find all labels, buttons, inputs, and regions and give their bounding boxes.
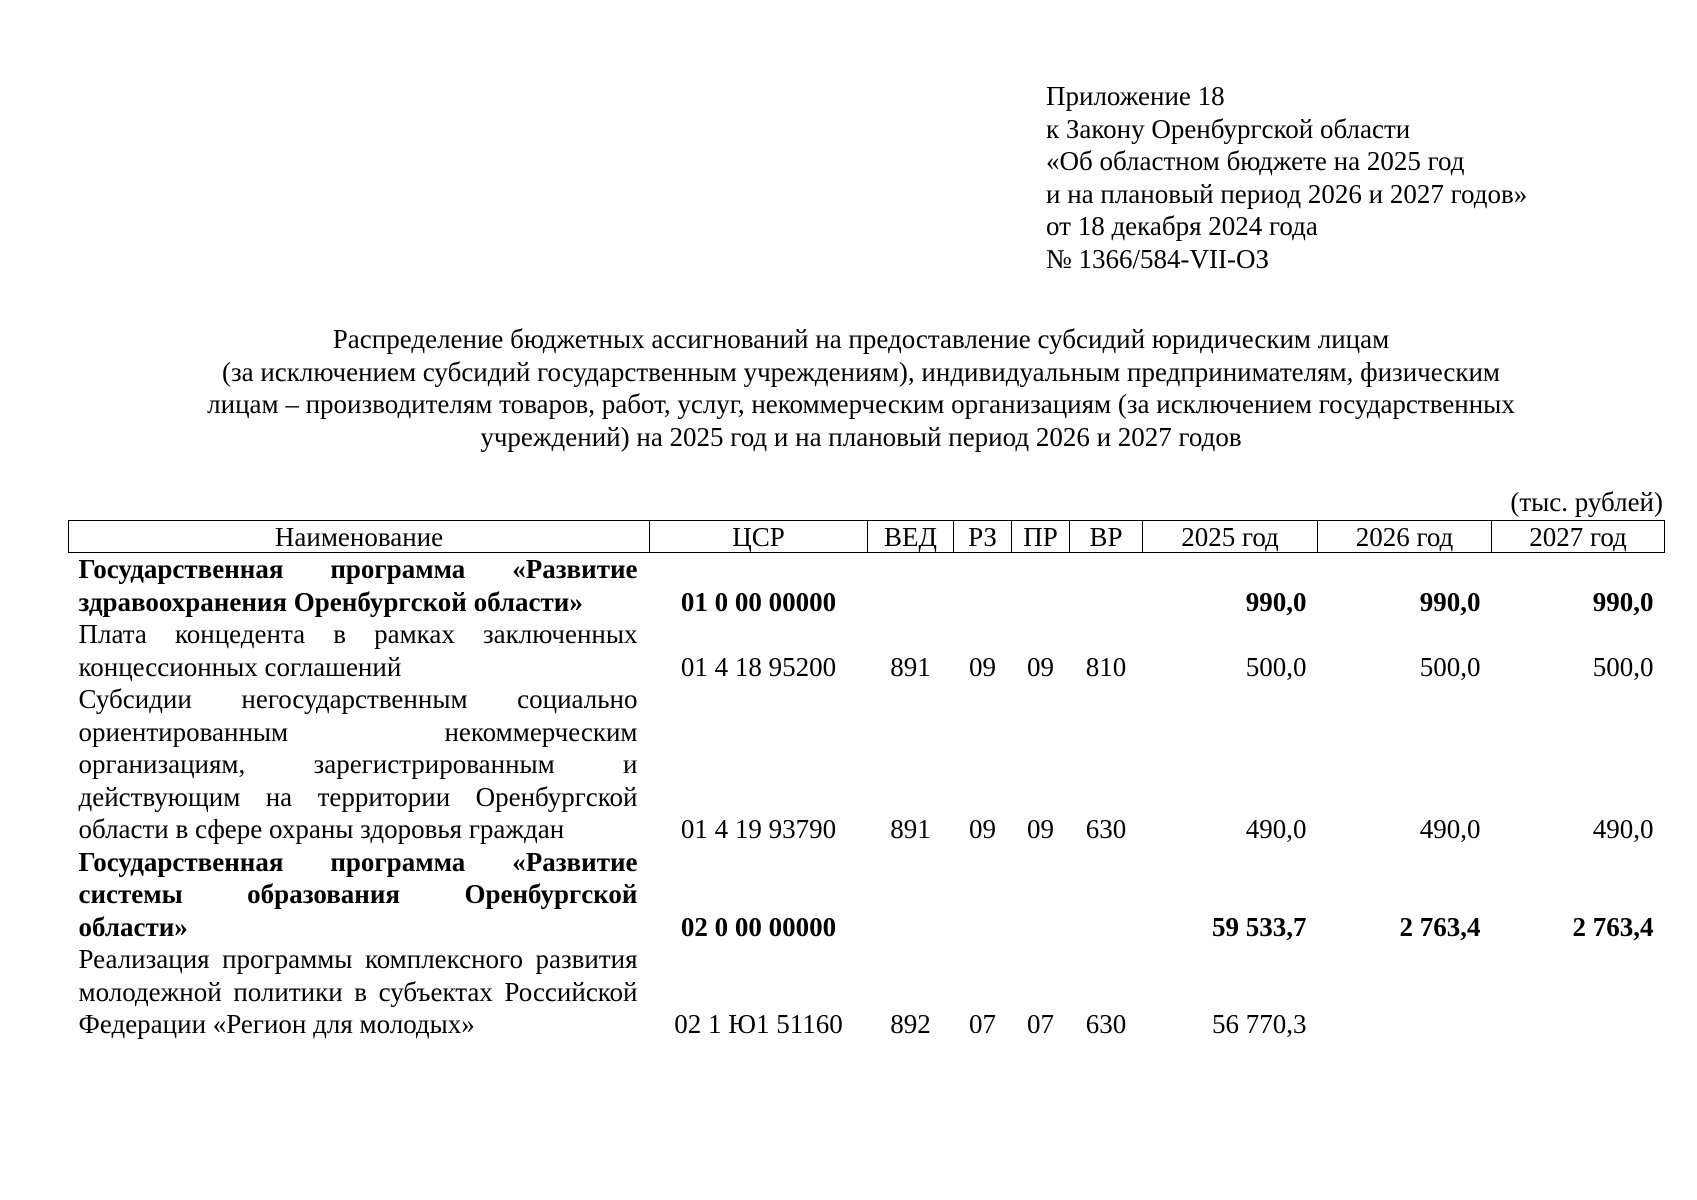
title-line-3: лицам – производителям товаров, работ, услуг, некоммерческим организациям (за исключением государственных [207, 389, 1515, 419]
row-csr: 01 4 19 93790 [680, 814, 837, 844]
row-ved [868, 846, 954, 944]
row-csr: 02 1 Ю1 51160 [674, 1009, 843, 1039]
row-rz: 09 [969, 651, 996, 682]
table-header-row [69, 521, 1665, 553]
document-title [130, 323, 1592, 453]
row-2027: 990,0 [1592, 586, 1654, 617]
title-line-2: (за исключением субсидий государственным учреждениям), индивидуальным предпринимателям, физическим [221, 356, 1501, 387]
row-ved: 891 [890, 814, 931, 844]
header-2025: 2025 год [1143, 521, 1318, 553]
row-2027: 490,0 [1592, 814, 1654, 844]
row-2025: 500,0 [1245, 651, 1307, 682]
table-row [69, 846, 1665, 944]
row-name: Субсидии негосударственным социально ориентированным некоммерческим организациям, зарегистрированным и действующим на территории Оренбургской области в сфере охраны здоровья граждан [78, 684, 638, 844]
row-2025: 56 770,3 [1212, 1009, 1307, 1039]
row-vr [1070, 553, 1143, 619]
row-pr [1012, 846, 1070, 944]
row-2025: 990,0 [1245, 586, 1307, 617]
budget-allocation-table [68, 520, 1665, 1041]
row-vr: 810 [1085, 651, 1127, 682]
row-vr [1070, 846, 1143, 944]
row-pr: 07 [1027, 1009, 1054, 1039]
row-2027: 500,0 [1592, 651, 1654, 682]
row-csr: 01 4 18 95200 [680, 651, 837, 682]
appendix-reference [1046, 80, 1527, 275]
row-2027 [1492, 943, 1665, 1041]
header-name: Наименование [69, 521, 650, 553]
header-2026: 2026 год [1318, 521, 1492, 553]
row-2026: 500,0 [1419, 651, 1481, 682]
row-2026: 990,0 [1419, 586, 1481, 617]
row-rz: 07 [969, 1009, 996, 1039]
appendix-number: Приложение 18 [1046, 81, 1225, 111]
row-csr: 02 0 00 00000 [680, 911, 837, 942]
row-ved [868, 553, 954, 619]
header-pr: ПР [1012, 521, 1070, 553]
table-row [69, 683, 1665, 846]
units-label: (тыс. рублей) [1510, 487, 1663, 517]
table-row [69, 943, 1665, 1041]
row-2026: 2 763,4 [1399, 911, 1481, 942]
row-2027: 2 763,4 [1572, 911, 1654, 942]
row-ved: 892 [890, 1009, 931, 1039]
appendix-law-number: № 1366/584-VII-ОЗ [1046, 243, 1270, 274]
title-line-1: Распределение бюджетных ассигнований на предоставление субсидий юридическим лицам [332, 324, 1390, 354]
title-line-4: учреждений) на 2025 год и на плановый период 2026 и 2027 годов [480, 421, 1242, 452]
header-ved: ВЕД [868, 521, 954, 553]
row-ved: 891 [890, 651, 931, 682]
row-2025: 59 533,7 [1212, 911, 1307, 942]
appendix-law-line: к Закону Оренбургской области [1046, 113, 1411, 144]
row-name: Государственная программа «Развитие здравоохранения Оренбургской области» [78, 554, 638, 617]
row-name: Реализация программы комплексного развития молодежной политики в субъектах Российской Федерации «Регион для молодых» [78, 944, 638, 1039]
table-row [69, 618, 1665, 683]
row-pr: 09 [1027, 814, 1054, 844]
row-csr: 01 0 00 00000 [680, 586, 837, 617]
row-name: Государственная программа «Развитие системы образования Оренбургской области» [78, 846, 638, 942]
row-rz [954, 553, 1012, 619]
header-csr: ЦСР [650, 521, 868, 553]
row-vr: 630 [1085, 814, 1127, 844]
row-name: Плата концедента в рамках заключенных концессионных соглашений [78, 619, 638, 682]
header-vr: ВР [1070, 521, 1143, 553]
header-rz: РЗ [954, 521, 1012, 553]
appendix-law-title-line-1: «Об областном бюджете на 2025 год [1046, 146, 1465, 176]
row-rz [954, 846, 1012, 944]
row-pr [1012, 553, 1070, 619]
row-pr: 09 [1027, 651, 1054, 682]
row-vr: 630 [1085, 1009, 1127, 1039]
table-row [69, 553, 1665, 619]
appendix-law-title-line-2: и на плановый период 2026 и 2027 годов» [1046, 178, 1528, 209]
row-2025: 490,0 [1245, 814, 1307, 844]
row-2026: 490,0 [1419, 814, 1481, 844]
header-2027: 2027 год [1492, 521, 1665, 553]
row-rz: 09 [969, 814, 996, 844]
row-2026 [1318, 943, 1492, 1041]
appendix-date: от 18 декабря 2024 года [1046, 211, 1318, 241]
